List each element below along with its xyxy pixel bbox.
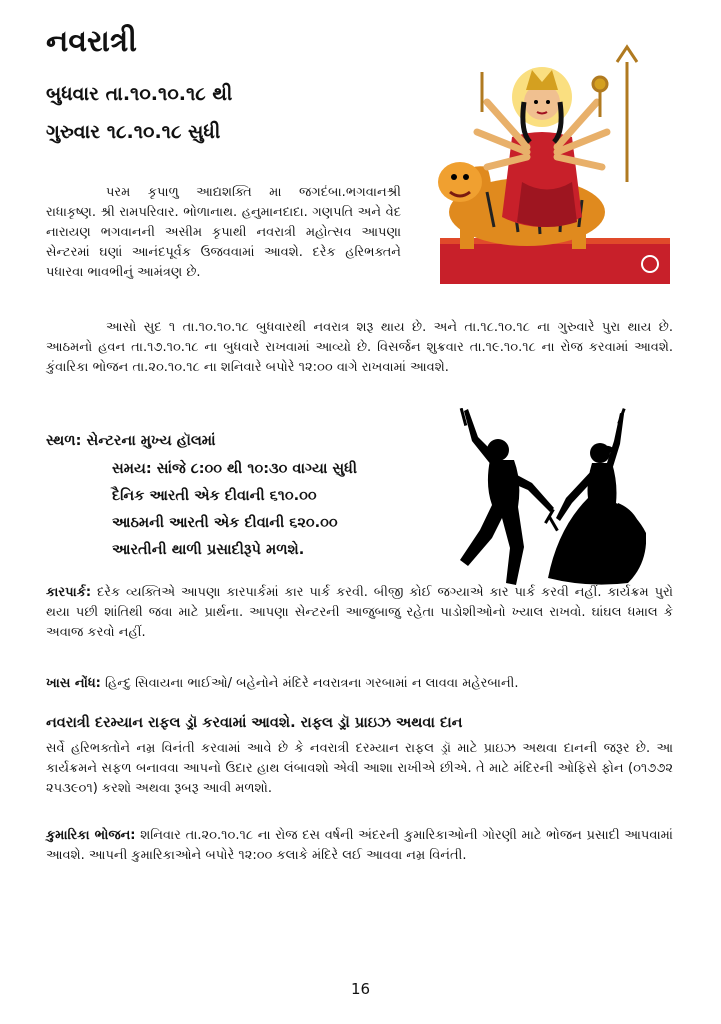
schedule-paragraph: આસો સુદ ૧ તા.૧૦.૧૦.૧૮ બુધવારથી નવરાત્ર શરૂ થાય છે. અને તા.૧૮.૧૦.૧૮ ના ગુરુવારે પુરા થાય છે. આઠમનો હવન તા.૧૭.૧૦.૧૮ ના બુધવારે રાખવામાં આવ્યો છે. વિસર્જન શુક્રવાર તા.૧૯.૧૦.૧૮ ના રોજ કરવામાં આવશે. કુંવારિકા ભોજન તા.૨૦.૧૦.૧૮ ના શનિવારે બપોરે ૧૨:૦૦ વાગે રાખવામાં આવશે. [46,320,673,375]
goddess-durga-illustration [432,42,677,287]
date-start: બુધવાર તા.૧૦.૧૦.૧૮ થી [46,83,233,105]
raffle-heading: નવરાત્રી દરમ્યાન રાફલ ડ્રૉ કરવામાં આવશે. રાફલ ડ્રૉ પ્રાઇઝ અથવા દાન [46,715,463,731]
intro-paragraph: પરમ કૃપાળુ આદ્યશક્તિ મા જગદંબા.ભગવાનશ્રી રાધાકૃષ્ણ. શ્રી રામપરિવાર. ભોળાનાથ. હનુમાનદાદા. ગણપતિ અને વેદ નારાયણ ભગવાનની અસીમ કૃપાથી નવરાત્રી મહોત્સવ આપણા સેન્ટરમાં ઘણાં આનંદપૂર્વક ઉજવવામાં આવશે. દરેક હરિભક્તને પધારવા ભાવભીનું આમંત્રણ છે. [46,185,401,280]
special-note-label: ખાસ નોંધ: [46,676,101,691]
venue-line: સ્થળ: સેન્ટરના મુખ્ય હૉલમાં [46,433,216,449]
kumarika-text: શનિવાર તા.૨૦.૧૦.૧૮ ના રોજ દસ વર્ષની અંદરની કુમારિકાઓની ગોરણી માટે ભોજન પ્રસાદી આપવામાં આવશે. આપની કુમારિકાઓને બપોરે ૧૨:૦૦ કલાકે મંદિરે લઈ આવવા નમ્ર વિનંતી. [46,828,673,863]
special-note [46,674,673,694]
parking-paragraph [46,583,673,643]
kumarika-paragraph [46,826,673,866]
page-number: 16 [350,980,371,998]
raffle-paragraph: સર્વે હરિભક્તોને નમ્ર વિનંતી કરવામાં આવે છે કે નવરાત્રી દરમ્યાન રાફલ ડ્રૉ માટે પ્રાઇઝ અથવા દાનની જરૂર છે. આ કાર્યક્રમને સફળ બનાવવા આપનો ઉદાર હાથ લંબાવશો એવી આશા રાખીએ છીએ. તે માટે મંદિરની ઓફિસે ફોન (૦૧૭૭૨ ૨૫૩૯૦૧) કરશો અથવા રૂબરૂ આવી મળશો. [46,741,673,796]
parking-text: દરેક વ્યક્તિએ આપણા કારપાર્કમાં કાર પાર્ક કરવી. બીજી કોઈ જગ્યાએ કાર પાર્ક કરવી નહીં. કાર્યક્રમ પુરો થયા પછી શાંતિથી જવા માટે પ્રાર્થના. આપણા સેન્ટરની આજુબાજુ રહેતા પાડોશીઓનો ખ્યાલ રાખવો. ઘાંઘલ ધમાલ કે અવાજ કરવો નહીં. [46,585,673,640]
special-note-text: હિન્દુ સિવાયના ભાઈઓ/ બહેનોને મંદિરે નવરાત્રના ગરબામાં ન લાવવા મહેરબાની. [100,676,519,691]
detail-time: સમય: સાંજે ૮:૦૦ થી ૧૦:૩૦ વાગ્યા સુધી [112,461,358,477]
garba-dancers-silhouette [440,408,646,588]
detail-aarti-thali: આરતીની થાળી પ્રસાદીરૂપે મળશે. [112,542,305,558]
detail-daily-aarti: દૈનિક આરતી એક દીવાની ૬૧૦.૦૦ [112,488,317,504]
parking-label: કારપાર્ક: [46,585,92,600]
date-end: ગુરુવાર ૧૮.૧૦.૧૮ સુધી [46,121,221,143]
kumarika-label: કુમારિકા ભોજન: [46,828,136,843]
detail-aatham-aarti: આઠમની આરતી એક દીવાની ૬૨૦.૦૦ [112,515,338,531]
page-title: નવરાત્રી [46,24,137,59]
